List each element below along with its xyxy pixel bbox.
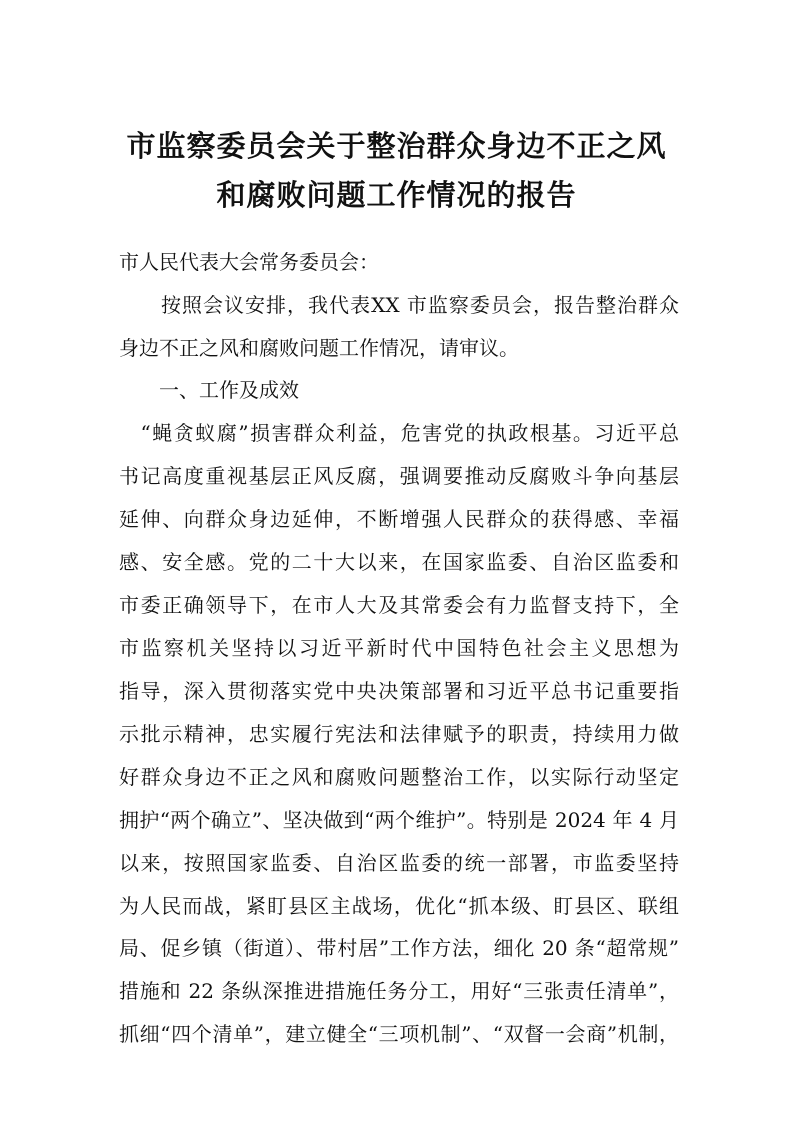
body-line: 身边不正之风和腐败问题工作情况，请审议。 (119, 336, 519, 360)
body-line: 为人民而战，紧盯县区主战场，优化“抓本级、盯县区、联组 (119, 894, 679, 918)
body-line: 市监察机关坚持以习近平新时代中国特色社会主义思想为 (119, 636, 679, 660)
body-line: 抓细“四个清单”，建立健全“三项机制”、“双督一会商”机制， (119, 1022, 679, 1046)
body-line: 好群众身边不正之风和腐败问题整治工作，以实际行动坚定 (119, 765, 679, 789)
body-line: 市委正确领导下，在市人大及其常委会有力监督支持下，全 (119, 593, 679, 617)
body-line: 示批示精神，忠实履行宪法和法律赋予的职责，持续用力做 (119, 722, 679, 746)
salutation: 市人民代表大会常务委员会： (119, 250, 379, 274)
body-line: 指导，深入贯彻落实党中央决策部署和习近平总书记重要指 (119, 679, 679, 703)
body-line: 局、促乡镇（街道）、带村居”工作方法，细化 20 条“超常规” (119, 936, 679, 960)
body-line: 以来，按照国家监委、自治区监委的统一部署，市监委坚持 (119, 851, 679, 875)
body-line: 延伸、向群众身边延伸，不断增强人民群众的获得感、幸福 (119, 507, 679, 531)
section-heading: 一、工作及成效 (119, 378, 299, 402)
body-line: 按照会议安排，我代表XX 市监察委员会，报告整治群众 (119, 293, 679, 317)
body-line: 拥护“两个确立”、坚决做到“两个维护”。特别是 2024 年 4 月 (119, 808, 679, 832)
body-line: 书记高度重视基层正风反腐，强调要推动反腐败斗争向基层 (119, 464, 679, 488)
body-line: 感、安全感。党的二十大以来，在国家监委、自治区监委和 (119, 550, 679, 574)
body-line: “蝇贪蚁腐”损害群众利益，危害党的执政根基。习近平总 (119, 421, 679, 445)
document-title-line-1: 市监察委员会关于整治群众身边不正之风 (126, 129, 667, 163)
body-line: 措施和 22 条纵深推进措施任务分工，用好“三张责任清单”， (119, 979, 679, 1003)
document-title-line-2: 和腐败问题工作情况的报告 (216, 178, 577, 212)
